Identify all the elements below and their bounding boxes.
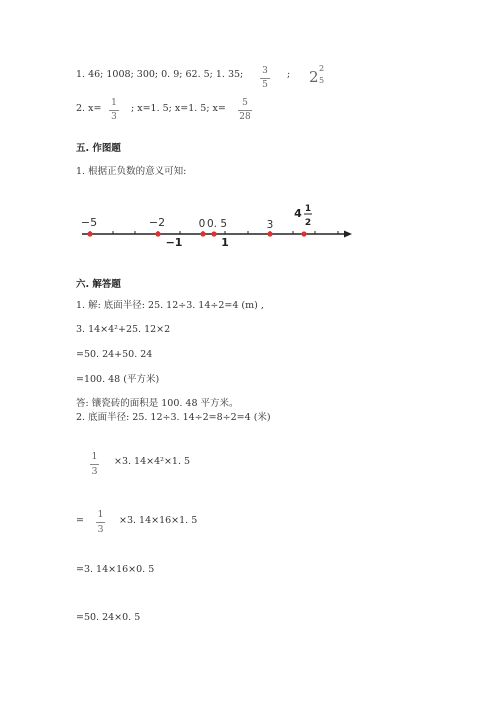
mixed-label-denominator: 2 xyxy=(304,218,312,228)
arrow-head-icon xyxy=(344,231,352,238)
solution-1-line-4: =100. 48 (平方米) xyxy=(76,374,160,385)
fraction-denominator: 5 xyxy=(262,80,268,90)
point-0 xyxy=(200,231,205,236)
solution-1-line-1: 1. 解: 底面半径: 25. 12÷3. 14÷2=4 (m) , xyxy=(76,300,264,311)
solution-2-line-3: ×3. 14×16×1. 5 xyxy=(119,515,198,526)
fraction-denominator: 3 xyxy=(97,523,104,535)
fraction-denominator: 3 xyxy=(111,112,117,122)
fraction-denominator: 3 xyxy=(91,465,98,477)
fraction-numerator: 1 xyxy=(91,451,98,462)
mixed-numerator: 2 xyxy=(319,64,325,73)
section-5-title: 五. 作图题 xyxy=(76,143,121,154)
solution-2-line-2: ×3. 14×4²×1. 5 xyxy=(114,456,191,467)
label-minus-2: −2 xyxy=(148,216,166,229)
label-1: 1 xyxy=(221,236,229,249)
mixed-label-whole: 4 xyxy=(294,207,302,220)
fraction-bar xyxy=(90,464,99,465)
label-minus-5: −5 xyxy=(80,216,98,229)
label-3: 3 xyxy=(266,219,274,231)
solution-2-line-5: =50. 24×0. 5 xyxy=(76,612,141,623)
fraction-numerator: 3 xyxy=(262,66,268,76)
point-0-5 xyxy=(211,231,216,236)
mixed-label-numerator: 1 xyxy=(304,204,312,214)
fraction-bar xyxy=(96,522,105,523)
number-line-figure xyxy=(0,0,500,260)
point-3 xyxy=(267,231,272,236)
fraction-denominator: 28 xyxy=(239,112,251,122)
solution-1-line-3: =50. 24+50. 24 xyxy=(76,349,153,360)
solution-2-line-4: =3. 14×16×0. 5 xyxy=(76,564,155,575)
point-minus-2 xyxy=(155,231,160,236)
fraction-numerator: 1 xyxy=(111,98,117,108)
solution-2-line-1: 2. 底面半径: 25. 12÷3. 14÷2=8÷2=4 (米) xyxy=(76,412,271,423)
section-6-title: 六. 解答题 xyxy=(76,279,121,290)
fraction-numerator: 5 xyxy=(242,98,248,108)
solution-1-line-2: 3. 14×4²+25. 12×2 xyxy=(76,324,171,335)
label-minus-1: −1 xyxy=(165,236,183,249)
label-0-5: 0. 5 xyxy=(206,218,228,230)
answer-line-2-prefix: 2. x= xyxy=(76,103,102,114)
fraction-one-third-b xyxy=(96,510,105,534)
label-0: 0 xyxy=(198,218,206,230)
section-5-item-1: 1. 根据正负数的意义可知: xyxy=(76,166,187,177)
point-4-1-2 xyxy=(301,231,306,236)
fraction-numerator: 1 xyxy=(97,509,104,520)
separator: ; xyxy=(287,69,291,80)
solution-1-answer: 答: 镶瓷砖的面积是 100. 48 平方米。 xyxy=(76,398,239,409)
answer-line-2-middle: ; x=1. 5; x=1. 5; x= xyxy=(131,103,226,114)
mixed-whole: 2 xyxy=(309,68,319,86)
point-minus-5 xyxy=(87,231,92,236)
fraction-one-third-a xyxy=(90,452,99,476)
mixed-denominator: 5 xyxy=(319,76,325,85)
equals-sign: = xyxy=(76,515,84,526)
answer-line-1: 1. 46; 1008; 300; 0. 9; 62. 5; 1. 35; xyxy=(76,69,244,80)
